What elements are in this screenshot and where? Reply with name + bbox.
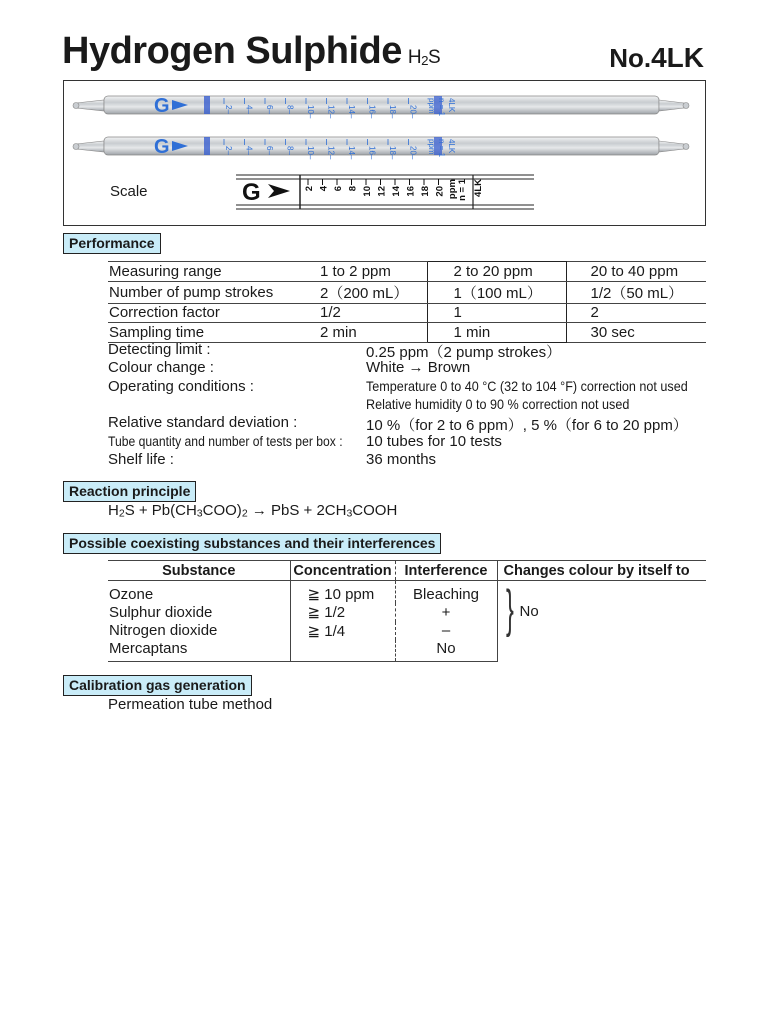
tube-mark-label: 18–: [388, 105, 397, 119]
tube-code-label: 4LK: [447, 98, 456, 113]
table-row: [108, 303, 706, 323]
scale-mark-label: 10: [362, 186, 373, 197]
colour-change-label: Colour change :: [108, 359, 214, 376]
title-text: Hydrogen Sulphide: [62, 30, 402, 72]
operating-humidity: Relative humidity 0 to 90 % correction not used: [366, 396, 630, 412]
gastec-logo-icon: G: [154, 136, 170, 158]
cell-v1: 2（200 mL）: [290, 281, 427, 303]
tube-mark-label: 12–: [326, 105, 336, 119]
title-formula: H2S: [407, 47, 441, 68]
page-title: [62, 30, 440, 73]
tube-mark-label: 10–: [306, 105, 315, 119]
operating-temperature: Temperature 0 to 40 °C (32 to 104 °F) correction not used: [366, 378, 688, 394]
scale-mark-label: 4: [318, 186, 330, 192]
tube-1: [73, 95, 689, 119]
section-performance: Performance: [63, 233, 161, 254]
changes-colour-cell: } No: [497, 581, 706, 662]
performance-table: [108, 261, 706, 343]
tube-mark-label: 2–: [224, 105, 233, 114]
operating-conditions-label: Operating conditions :: [108, 378, 254, 395]
row-label: Sampling time: [108, 323, 290, 343]
section-interferences: Possible coexisting substances and their interferences: [63, 533, 441, 554]
detecting-limit-value: 0.25 ppm（2 pump strokes）: [366, 344, 562, 361]
col-changes-colour: Changes colour by itself to: [497, 561, 706, 581]
table-row: Nitrogen dioxide ≧ 1/4 –: [108, 622, 706, 641]
tube-mark-label: 4–: [244, 105, 254, 114]
table-row: [108, 323, 706, 343]
tube-strokes-label: n = 1: [437, 98, 446, 117]
rsd-value: 10 %（for 2 to 6 ppm）, 5 %（for 6 to 20 ppm）: [366, 417, 688, 434]
table-row: Ozone ≧ 10 ppm Bleaching } No: [108, 581, 706, 604]
reaction-equation: H2S + Pb(CH3COO)2 → PbS + 2CH3COOH: [108, 502, 398, 520]
tube-mark-label: 16–: [367, 146, 377, 160]
arrow-right-icon: →: [408, 359, 424, 376]
tube-mark-label: 12–: [326, 146, 336, 160]
tube-unit-label: ppm: [427, 98, 436, 114]
scale-strokes-label: n = 1: [457, 179, 468, 201]
tube-mark-label: 10–: [306, 146, 315, 160]
shelf-life-label: Shelf life :: [108, 451, 174, 468]
section-reaction-principle: Reaction principle: [63, 481, 196, 502]
cell-v1: 1 to 2 ppm: [290, 262, 427, 282]
tube-mark-label: 4–: [244, 146, 254, 155]
shelf-life-value: 36 months: [366, 451, 437, 468]
scale-strip: [236, 175, 534, 209]
tube-quantity-value: 10 tubes for 10 tests: [366, 433, 502, 450]
table-row: Mercaptans No: [108, 640, 706, 662]
tube-code-label: 4LK: [447, 139, 456, 154]
colour-change-value: White → Brown: [366, 359, 471, 376]
scale-unit-label: ppm: [447, 179, 458, 200]
tube-mark-label: 2–: [224, 146, 233, 155]
scale-mark-label: 14: [391, 186, 402, 197]
tube-quantity-label: Tube quantity and number of tests per box :: [108, 434, 343, 449]
brace-icon: }: [505, 580, 514, 638]
tube-mark-label: 14–: [347, 146, 356, 160]
tube-unit-label: ppm: [427, 139, 436, 155]
rsd-label: Relative standard deviation :: [108, 414, 298, 431]
cell-v2: 1（100 mL）: [427, 281, 566, 303]
table-row: [108, 262, 706, 282]
tube-mark-label: 6–: [265, 105, 274, 114]
cell-v3: 1/2（50 mL）: [566, 281, 706, 303]
scale-mark-label: 18: [420, 186, 431, 197]
tube-mark-label: 20–: [408, 105, 418, 119]
tube-mark-label: 18–: [388, 146, 397, 160]
scale-code-label: 4LK: [473, 179, 484, 197]
cell-v2: 1: [427, 303, 566, 323]
scale-mark-label: 6: [333, 186, 344, 192]
tube-strokes-label: n = 1: [437, 139, 446, 158]
cell-v3: 30 sec: [566, 323, 706, 343]
model-number: No.4LK: [609, 42, 704, 73]
arrow-right-icon: [268, 184, 290, 198]
gastec-logo-icon: G: [242, 179, 261, 206]
scale-mark-label: 8: [347, 186, 359, 192]
tube-mark-label: 20–: [408, 146, 418, 160]
row-label: Number of pump strokes: [108, 281, 290, 303]
cell-v3: 2: [566, 303, 706, 323]
scale-mark-label: 16: [405, 186, 417, 197]
tube-mark-label: 8–: [285, 105, 295, 114]
cell-v1: 2 min: [290, 323, 427, 343]
cell-v3: 20 to 40 ppm: [566, 262, 706, 282]
table-row: Sulphur dioxide ≧ 1/2 +: [108, 603, 706, 622]
tube-mark-label: 14–: [347, 105, 356, 119]
tube-mark-label: 6–: [265, 146, 274, 155]
scale-mark-label: 12: [376, 186, 388, 197]
scale-mark-label: 2: [304, 186, 315, 192]
row-label: Correction factor: [108, 303, 290, 323]
tube-mark-label: 16–: [367, 105, 377, 119]
tube-mark-label: 8–: [285, 146, 295, 155]
cell-v1: 1/2: [290, 303, 427, 323]
calibration-method: Permeation tube method: [108, 696, 273, 713]
tube-image-box: [63, 80, 706, 226]
scale-mark-label: 20: [434, 186, 446, 197]
cell-v2: 1 min: [427, 323, 566, 343]
row-label: Measuring range: [108, 262, 290, 282]
tube-2: [73, 136, 689, 160]
detecting-limit-label: Detecting limit :: [108, 341, 211, 358]
cell-v2: 2 to 20 ppm: [427, 262, 566, 282]
col-substance: Substance: [108, 561, 290, 581]
scale-label: Scale: [110, 183, 148, 200]
col-interference: Interference: [395, 561, 497, 581]
gastec-logo-icon: G: [154, 95, 170, 117]
interference-table: [108, 560, 706, 662]
table-row: [108, 281, 706, 303]
section-calibration: Calibration gas generation: [63, 675, 252, 696]
col-concentration: Concentration: [290, 561, 395, 581]
detector-tube-illustration: [64, 81, 705, 225]
